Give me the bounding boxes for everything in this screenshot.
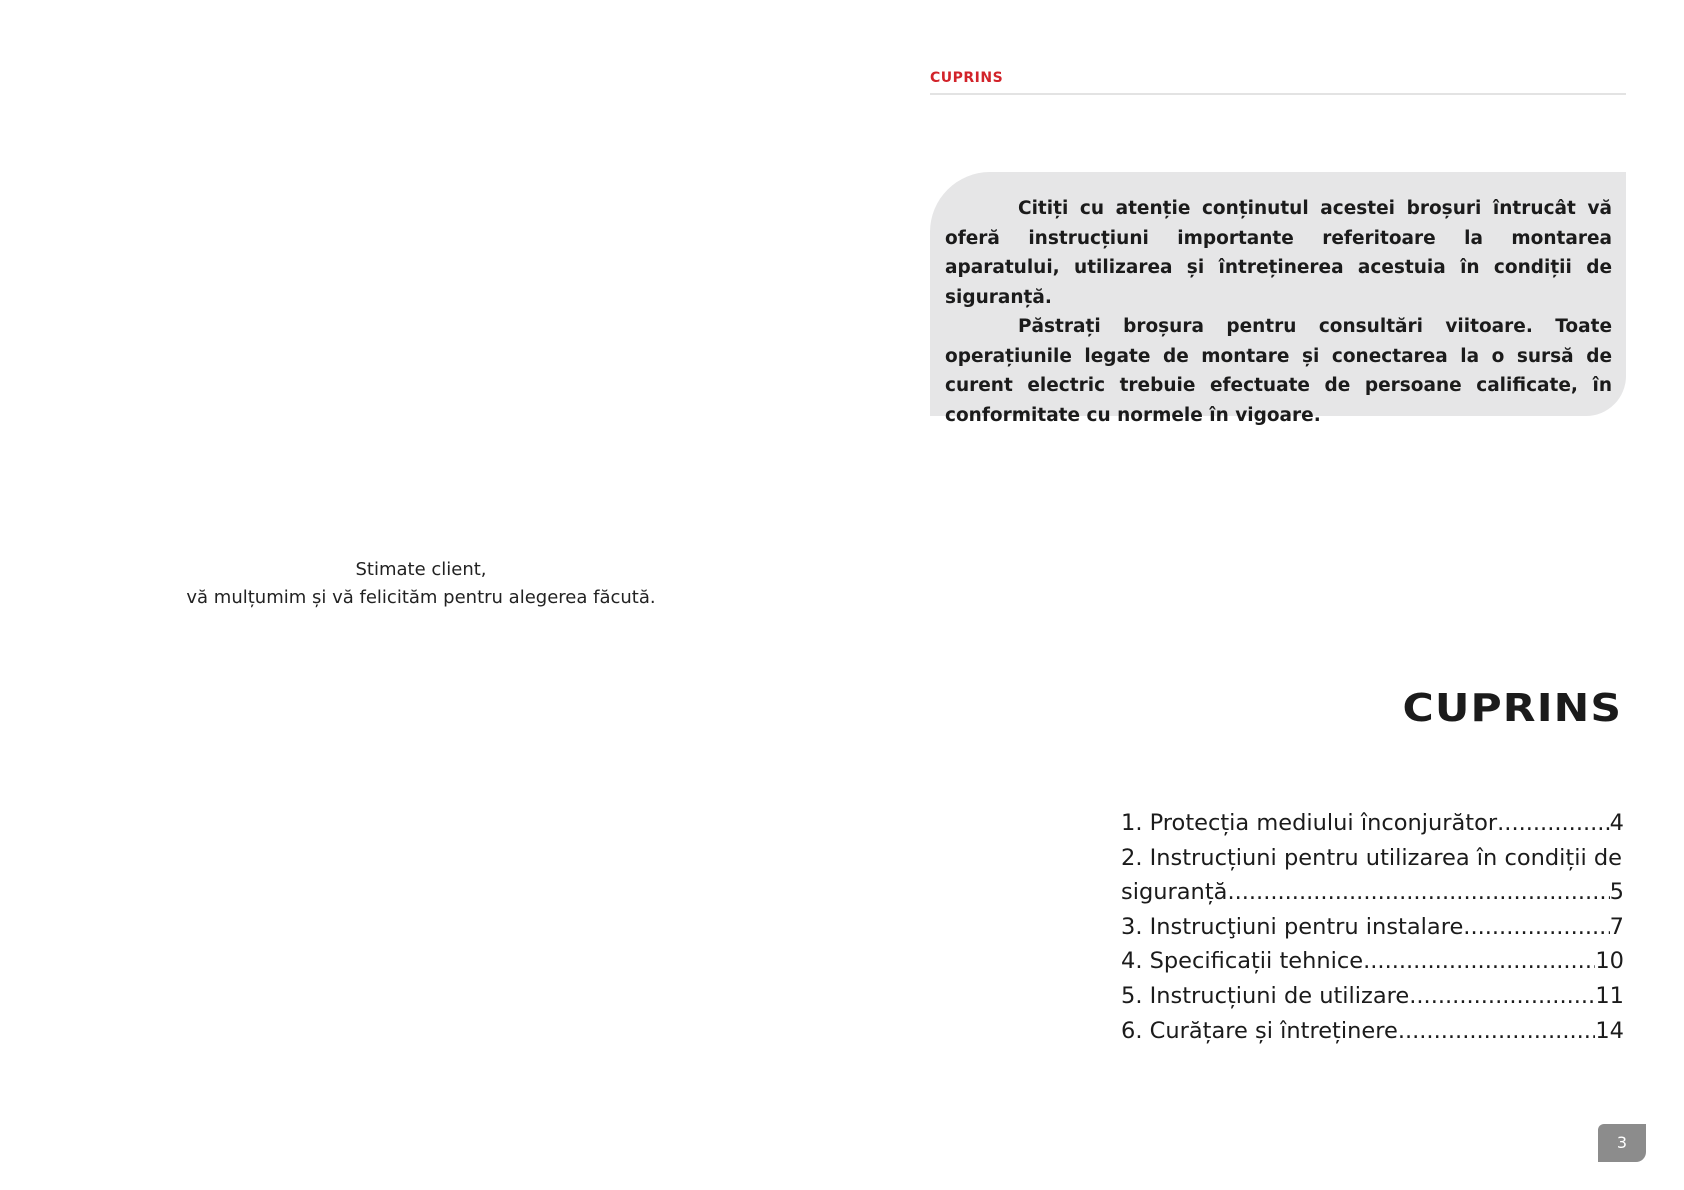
toc-entry-label: 1. Protecția mediului înconjurător bbox=[1121, 810, 1498, 836]
table-of-contents bbox=[1121, 806, 1624, 1048]
toc-entry-page: 10 bbox=[1595, 948, 1624, 975]
greeting-salutation: Stimate client, bbox=[355, 559, 487, 580]
toc-entry-label: 4. Specificații tehnice bbox=[1121, 948, 1364, 975]
notice-paragraph-1: Citiți cu atenție conținutul acestei broșuri întrucât vă oferă instrucțiuni importante referitoare la montarea aparatului, utilizarea și întreținerea acestuia în condiții de siguranță. bbox=[945, 198, 1612, 308]
toc-entry[interactable] bbox=[1121, 944, 1624, 979]
header-divider bbox=[930, 93, 1626, 95]
toc-entry[interactable] bbox=[1121, 979, 1624, 1014]
safety-notice-box bbox=[930, 172, 1626, 426]
toc-leader bbox=[1409, 979, 1595, 1014]
toc-entry-page: 11 bbox=[1595, 982, 1624, 1009]
toc-entry-page: 14 bbox=[1595, 1017, 1624, 1044]
toc-entry[interactable] bbox=[1121, 806, 1624, 841]
toc-entry-label: siguranță bbox=[1121, 879, 1228, 906]
toc-entry-page: 4 bbox=[1609, 810, 1624, 836]
toc-entry-label: 5. Instrucțiuni de utilizare bbox=[1121, 982, 1410, 1009]
greeting-thanks: vă mulțumim și vă felicităm pentru alegerea făcută. bbox=[186, 587, 656, 608]
toc-leader bbox=[1463, 910, 1609, 945]
toc-entry-continued[interactable] bbox=[1121, 875, 1624, 910]
toc-entry-label: 2. Instrucțiuni pentru utilizarea în condiții de bbox=[1121, 844, 1622, 871]
toc-entry-label: 6. Curățare și întreținere bbox=[1121, 1017, 1398, 1044]
greeting bbox=[0, 556, 842, 612]
right-page bbox=[842, 0, 1684, 1190]
toc-leader bbox=[1398, 1014, 1596, 1049]
toc-leader bbox=[1497, 806, 1610, 841]
page-number-badge: 3 bbox=[1598, 1124, 1646, 1162]
toc-entry[interactable] bbox=[1121, 1014, 1624, 1049]
contents-title: CUPRINS bbox=[1402, 686, 1622, 730]
toc-entry[interactable] bbox=[1121, 841, 1624, 876]
notice-paragraph-2: Păstrați broșura pentru consultări viitoare. Toate operațiunile legate de montare și conectarea la o sursă de curent electric trebuie efectuate de persoane calificate, în conformitate cu normele în vigoare. bbox=[945, 316, 1612, 426]
toc-leader bbox=[1227, 875, 1609, 910]
toc-entry[interactable] bbox=[1121, 910, 1624, 945]
header-brand: CUPRINS bbox=[930, 70, 1004, 86]
toc-leader bbox=[1622, 841, 1624, 876]
toc-entry-page: 5 bbox=[1609, 879, 1624, 906]
toc-leader bbox=[1363, 944, 1595, 979]
toc-entry-label: 3. Instrucţiuni pentru instalare bbox=[1121, 913, 1464, 940]
toc-entry-page: 7 bbox=[1609, 913, 1624, 940]
